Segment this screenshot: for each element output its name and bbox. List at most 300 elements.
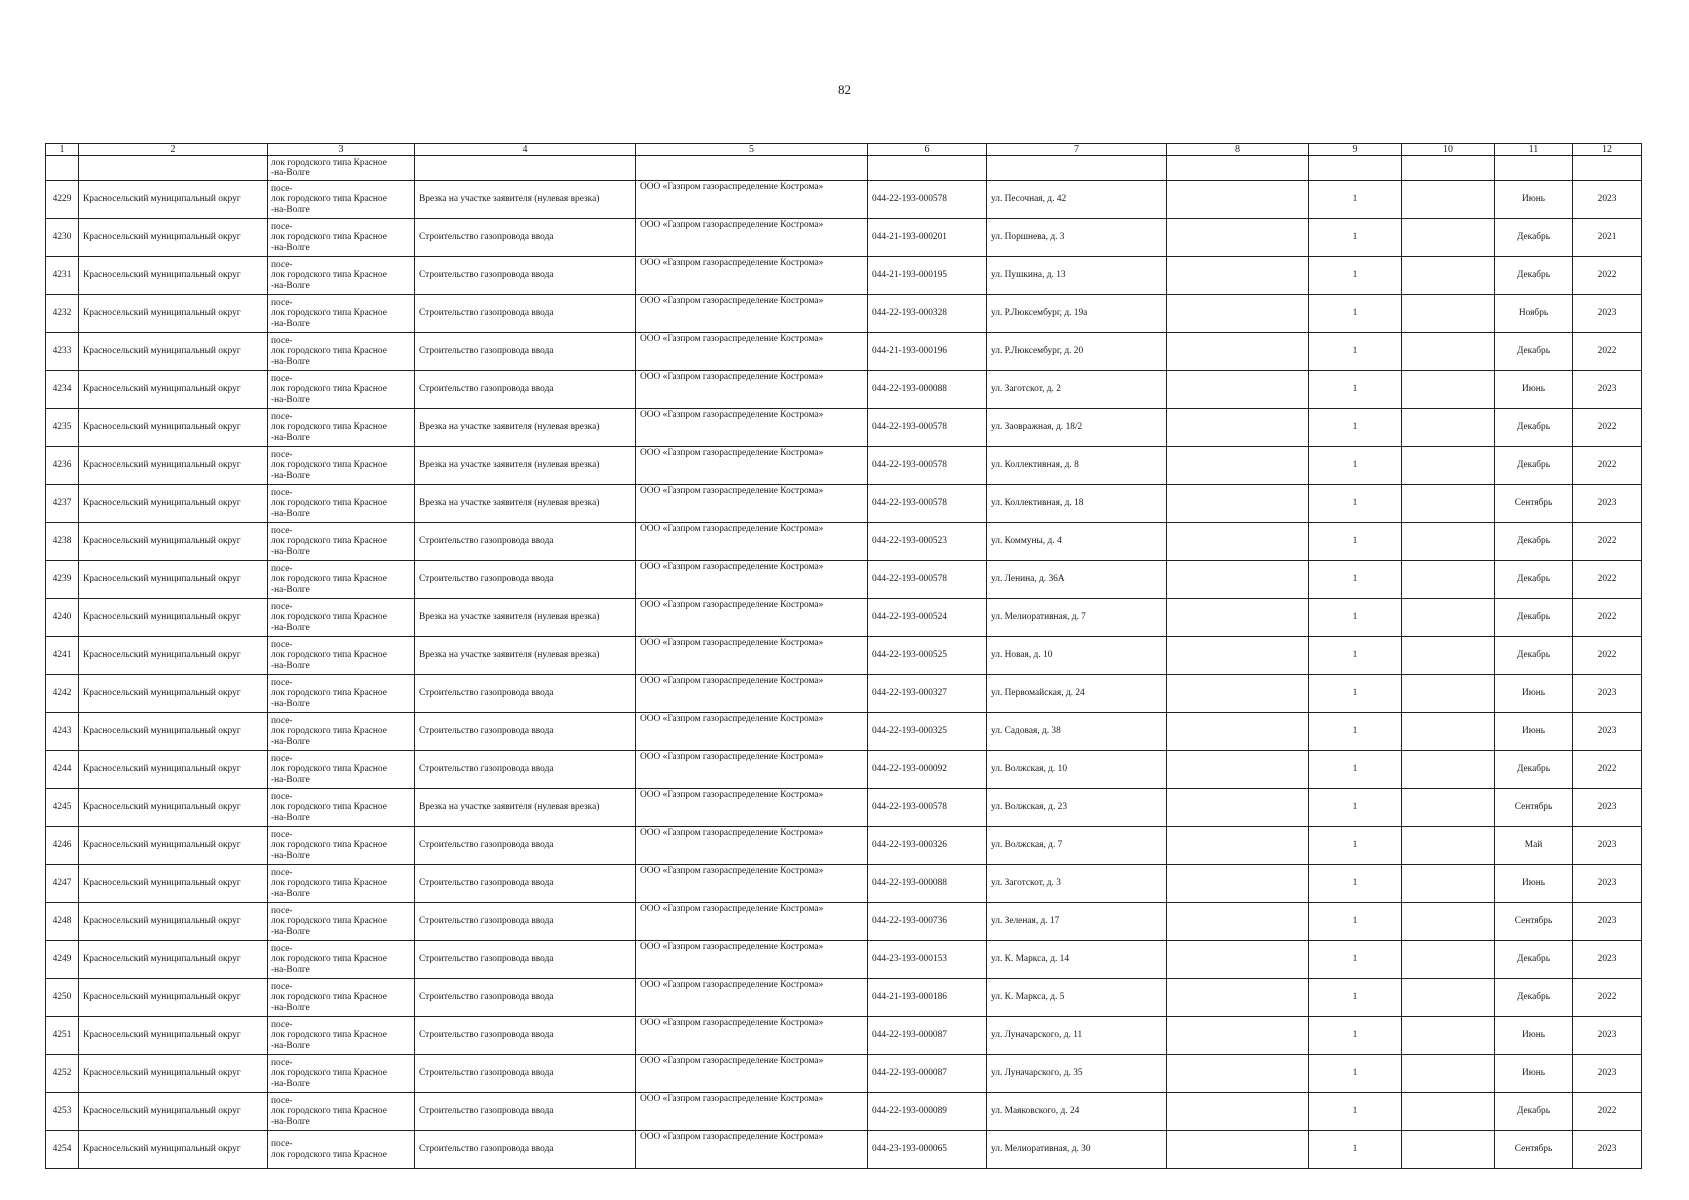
cell-settlement [268, 941, 415, 979]
cell-district: Красносельский муниципальный округ [79, 713, 268, 751]
cell-org: ООО «Газпром газораспределение Кострома» [636, 1093, 868, 1131]
cell-code: 044-22-193-000578 [868, 447, 987, 485]
cell-settlement [268, 1131, 415, 1169]
cell-settlement [268, 371, 415, 409]
cell-code: 044-22-193-000327 [868, 675, 987, 713]
settlement-line: лок городского типа Красное [271, 157, 387, 168]
cell-col10 [1402, 599, 1495, 637]
cell-col8 [1167, 865, 1309, 903]
column-number-12: 12 [1573, 144, 1642, 156]
cell-year [1573, 156, 1642, 181]
cell-col10 [1402, 903, 1495, 941]
cell-code: 044-22-193-000088 [868, 371, 987, 409]
cell-address: ул. Волжская, д. 10 [987, 751, 1167, 789]
cell-code: 044-22-193-000087 [868, 1055, 987, 1093]
settlement-line: -на-Волге [271, 1078, 310, 1089]
cell-col8 [1167, 713, 1309, 751]
cell-col8 [1167, 181, 1309, 219]
cell-num: 4243 [46, 713, 79, 751]
cell-code: 044-23-193-000065 [868, 1131, 987, 1169]
cell-col10 [1402, 1017, 1495, 1055]
cell-work: Врезка на участке заявителя (нулевая врезка) [415, 789, 636, 827]
cell-month: Декабрь [1495, 333, 1573, 371]
cell-month: Декабрь [1495, 447, 1573, 485]
table-row [46, 523, 1642, 561]
cell-address: ул. Первомайская, д. 24 [987, 675, 1167, 713]
cell-year: 2023 [1573, 675, 1642, 713]
cell-qty: 1 [1309, 295, 1402, 333]
cell-month: Декабрь [1495, 1093, 1573, 1131]
settlement-line: посе- [271, 1095, 293, 1106]
cell-num: 4230 [46, 219, 79, 257]
settlement-line: посе- [271, 525, 293, 536]
settlement-line: -на-Волге [271, 318, 310, 329]
cell-num: 4229 [46, 181, 79, 219]
cell-address: ул. Поршнева, д. 3 [987, 219, 1167, 257]
settlement-line: лок городского типа Красное [271, 650, 387, 661]
cell-work: Врезка на участке заявителя (нулевая врезка) [415, 637, 636, 675]
settlement-line: -на-Волге [271, 470, 310, 481]
cell-month: Декабрь [1495, 979, 1573, 1017]
cell-district: Красносельский муниципальный округ [79, 295, 268, 333]
cell-num: 4232 [46, 295, 79, 333]
cell-address: ул. Волжская, д. 7 [987, 827, 1167, 865]
table-row [46, 1055, 1642, 1093]
settlement-line: посе- [271, 487, 293, 498]
settlement-line: лок городского типа Красное [271, 460, 387, 471]
cell-org: ООО «Газпром газораспределение Кострома» [636, 827, 868, 865]
cell-district: Красносельский муниципальный округ [79, 371, 268, 409]
cell-qty: 1 [1309, 979, 1402, 1017]
cell-code: 044-22-193-000578 [868, 789, 987, 827]
cell-col10 [1402, 1093, 1495, 1131]
table-body [46, 144, 1642, 1169]
cell-code: 044-21-193-000186 [868, 979, 987, 1017]
cell-address [987, 156, 1167, 181]
cell-qty: 1 [1309, 1093, 1402, 1131]
settlement-line: -на-Волге [271, 698, 310, 709]
cell-month: Май [1495, 827, 1573, 865]
cell-qty: 1 [1309, 827, 1402, 865]
cell-org: ООО «Газпром газораспределение Кострома» [636, 865, 868, 903]
cell-district: Красносельский муниципальный округ [79, 1055, 268, 1093]
table-row [46, 789, 1642, 827]
cell-work: Строительство газопровода ввода [415, 941, 636, 979]
cell-work: Врезка на участке заявителя (нулевая врезка) [415, 599, 636, 637]
cell-settlement [268, 827, 415, 865]
cell-month: Июнь [1495, 1055, 1573, 1093]
cell-district: Красносельский муниципальный округ [79, 409, 268, 447]
column-number-9: 9 [1309, 144, 1402, 156]
settlement-line: лок городского типа Красное [271, 992, 387, 1003]
cell-year: 2022 [1573, 561, 1642, 599]
cell-address: ул. Заготскот, д. 3 [987, 865, 1167, 903]
cell-address: ул. Зеленая, д. 17 [987, 903, 1167, 941]
settlement-line: лок городского типа Красное [271, 270, 387, 281]
settlement-line: посе- [271, 715, 293, 726]
cell-col10 [1402, 333, 1495, 371]
cell-address: ул. Садовая, д. 38 [987, 713, 1167, 751]
cell-year: 2023 [1573, 789, 1642, 827]
cell-settlement [268, 599, 415, 637]
cell-district: Красносельский муниципальный округ [79, 903, 268, 941]
cell-district: Красносельский муниципальный округ [79, 979, 268, 1017]
cell-org: ООО «Газпром газораспределение Кострома» [636, 219, 868, 257]
settlement-line: -на-Волге [271, 584, 310, 595]
cell-org [636, 156, 868, 181]
cell-col8 [1167, 447, 1309, 485]
cell-settlement [268, 789, 415, 827]
settlement-line: посе- [271, 677, 293, 688]
cell-qty [1309, 156, 1402, 181]
cell-month: Июнь [1495, 865, 1573, 903]
cell-num: 4238 [46, 523, 79, 561]
cell-num: 4242 [46, 675, 79, 713]
cell-qty: 1 [1309, 941, 1402, 979]
cell-month: Декабрь [1495, 637, 1573, 675]
cell-settlement [268, 979, 415, 1017]
settlement-line: посе- [271, 183, 293, 194]
cell-qty: 1 [1309, 447, 1402, 485]
settlement-line: посе- [271, 1139, 293, 1149]
settlement-line: посе- [271, 639, 293, 650]
cell-address: ул. Коллективная, д. 18 [987, 485, 1167, 523]
cell-month: Сентябрь [1495, 903, 1573, 941]
cell-settlement [268, 903, 415, 941]
cell-address: ул. Волжская, д. 23 [987, 789, 1167, 827]
settlement-line: посе- [271, 449, 293, 460]
cell-district: Красносельский муниципальный округ [79, 637, 268, 675]
settlement-line: -на-Волге [271, 432, 310, 443]
cell-col8 [1167, 827, 1309, 865]
cell-org: ООО «Газпром газораспределение Кострома» [636, 903, 868, 941]
cell-settlement [268, 713, 415, 751]
cell-num: 4254 [46, 1131, 79, 1169]
cell-year: 2022 [1573, 409, 1642, 447]
cell-work: Врезка на участке заявителя (нулевая врезка) [415, 485, 636, 523]
cell-year: 2023 [1573, 941, 1642, 979]
cell-settlement [268, 523, 415, 561]
cell-code: 044-21-193-000201 [868, 219, 987, 257]
cell-settlement [268, 447, 415, 485]
cell-org: ООО «Газпром газораспределение Кострома» [636, 371, 868, 409]
cell-col10 [1402, 485, 1495, 523]
settlement-line: лок городского типа Красное [271, 422, 387, 433]
cell-qty: 1 [1309, 751, 1402, 789]
cell-qty: 1 [1309, 485, 1402, 523]
settlement-line: -на-Волге [271, 812, 310, 823]
table-row [46, 1017, 1642, 1055]
cell-col10 [1402, 561, 1495, 599]
cell-month [1495, 156, 1573, 181]
settlement-line: лок городского типа Красное [271, 232, 387, 243]
column-number-7: 7 [987, 144, 1167, 156]
cell-col10 [1402, 447, 1495, 485]
settlement-line: лок городского типа Красное [271, 574, 387, 585]
settlement-line: -на-Волге [271, 204, 310, 215]
cell-month: Сентябрь [1495, 485, 1573, 523]
column-number-row [46, 144, 1642, 156]
cell-work: Строительство газопровода ввода [415, 333, 636, 371]
cell-year: 2023 [1573, 827, 1642, 865]
cell-code: 044-22-193-000326 [868, 827, 987, 865]
cell-month: Сентябрь [1495, 789, 1573, 827]
cell-year: 2023 [1573, 1131, 1642, 1169]
cell-address: ул. Мелиоративная, д. 30 [987, 1131, 1167, 1169]
page-number: 82 [838, 82, 851, 97]
cell-num: 4240 [46, 599, 79, 637]
column-number-2: 2 [79, 144, 268, 156]
cell-work: Строительство газопровода ввода [415, 827, 636, 865]
cell-work: Строительство газопровода ввода [415, 523, 636, 561]
settlement-line: посе- [271, 1057, 293, 1068]
settlement-line: -на-Волге [271, 546, 310, 557]
cell-month: Июнь [1495, 1017, 1573, 1055]
cell-address: ул. Коммуны, д. 4 [987, 523, 1167, 561]
cell-num: 4239 [46, 561, 79, 599]
settlement-line: посе- [271, 221, 293, 232]
cell-col8 [1167, 561, 1309, 599]
cell-year: 2022 [1573, 637, 1642, 675]
cell-code: 044-22-193-000525 [868, 637, 987, 675]
cell-address: ул. Ленина, д. 36А [987, 561, 1167, 599]
cell-year: 2023 [1573, 1055, 1642, 1093]
cell-col10 [1402, 295, 1495, 333]
cell-org: ООО «Газпром газораспределение Кострома» [636, 295, 868, 333]
settlement-line: лок городского типа Красное [271, 536, 387, 547]
cell-col10 [1402, 941, 1495, 979]
cell-work: Строительство газопровода ввода [415, 751, 636, 789]
table-row [46, 713, 1642, 751]
cell-settlement [268, 865, 415, 903]
cell-district: Красносельский муниципальный округ [79, 941, 268, 979]
cell-col10 [1402, 181, 1495, 219]
cell-work: Строительство газопровода ввода [415, 1055, 636, 1093]
cell-code: 044-22-193-000087 [868, 1017, 987, 1055]
settlement-line: лок городского типа Красное [271, 878, 387, 889]
settlement-line: лок городского типа Красное [271, 726, 387, 737]
cell-work: Строительство газопровода ввода [415, 295, 636, 333]
cell-year: 2022 [1573, 1093, 1642, 1131]
cell-address: ул. Песочная, д. 42 [987, 181, 1167, 219]
cell-district: Красносельский муниципальный округ [79, 675, 268, 713]
cell-work: Врезка на участке заявителя (нулевая врезка) [415, 409, 636, 447]
cell-address: ул. Маяковского, д. 24 [987, 1093, 1167, 1131]
cell-year: 2023 [1573, 713, 1642, 751]
settlement-line: лок городского типа Красное [271, 1106, 387, 1117]
cell-district: Красносельский муниципальный округ [79, 1131, 268, 1169]
cell-year: 2023 [1573, 865, 1642, 903]
cell-year: 2023 [1573, 295, 1642, 333]
cell-district [79, 156, 268, 181]
cell-org: ООО «Газпром газораспределение Кострома» [636, 637, 868, 675]
settlement-line: -на-Волге [271, 168, 310, 178]
cell-address: ул. Заовражная, д. 18/2 [987, 409, 1167, 447]
cell-code: 044-22-193-000089 [868, 1093, 987, 1131]
settlement-line: посе- [271, 563, 293, 574]
table-row [46, 979, 1642, 1017]
cell-col8 [1167, 637, 1309, 675]
cell-work: Врезка на участке заявителя (нулевая врезка) [415, 181, 636, 219]
cell-col8 [1167, 751, 1309, 789]
cell-code: 044-21-193-000195 [868, 257, 987, 295]
cell-district: Красносельский муниципальный округ [79, 523, 268, 561]
cell-col8 [1167, 371, 1309, 409]
cell-org: ООО «Газпром газораспределение Кострома» [636, 485, 868, 523]
cell-num: 4251 [46, 1017, 79, 1055]
cell-work: Строительство газопровода ввода [415, 1093, 636, 1131]
cell-code: 044-22-193-000088 [868, 865, 987, 903]
cell-col10 [1402, 409, 1495, 447]
cell-district: Красносельский муниципальный округ [79, 561, 268, 599]
cell-code: 044-22-193-000524 [868, 599, 987, 637]
cell-qty: 1 [1309, 789, 1402, 827]
table-row [46, 1131, 1642, 1169]
cell-qty: 1 [1309, 713, 1402, 751]
cell-num: 4244 [46, 751, 79, 789]
cell-col10 [1402, 1131, 1495, 1169]
settlement-line: посе- [271, 981, 293, 992]
settlement-line: посе- [271, 791, 293, 802]
cell-qty: 1 [1309, 523, 1402, 561]
table-row [46, 637, 1642, 675]
settlement-line: лок городского типа Красное [271, 1149, 387, 1160]
cell-org: ООО «Газпром газораспределение Кострома» [636, 979, 868, 1017]
cell-col8 [1167, 333, 1309, 371]
cell-col10 [1402, 1055, 1495, 1093]
table-row [46, 295, 1642, 333]
cell-work: Строительство газопровода ввода [415, 1017, 636, 1055]
settlement-line: -на-Волге [271, 1040, 310, 1051]
cell-num: 4237 [46, 485, 79, 523]
cell-settlement [268, 409, 415, 447]
cell-col10 [1402, 865, 1495, 903]
cell-address: ул. К. Маркса, д. 5 [987, 979, 1167, 1017]
settlement-line: посе- [271, 601, 293, 612]
cell-col8 [1167, 789, 1309, 827]
cell-year: 2023 [1573, 1017, 1642, 1055]
cell-org: ООО «Газпром газораспределение Кострома» [636, 1055, 868, 1093]
table-row [46, 865, 1642, 903]
cell-district: Красносельский муниципальный округ [79, 333, 268, 371]
cell-year: 2023 [1573, 181, 1642, 219]
cell-address: ул. Коллективная, д. 8 [987, 447, 1167, 485]
cell-year: 2021 [1573, 219, 1642, 257]
cell-org: ООО «Газпром газораспределение Кострома» [636, 409, 868, 447]
table-row [46, 447, 1642, 485]
cell-address: ул. Мелиоративная, д. 7 [987, 599, 1167, 637]
settlement-line: лок городского типа Красное [271, 840, 387, 851]
settlement-line: посе- [271, 943, 293, 954]
cell-code: 044-22-193-000578 [868, 409, 987, 447]
table-row [46, 751, 1642, 789]
cell-num: 4241 [46, 637, 79, 675]
cell-settlement [268, 485, 415, 523]
cell-qty: 1 [1309, 865, 1402, 903]
cell-qty: 1 [1309, 675, 1402, 713]
cell-num: 4253 [46, 1093, 79, 1131]
cell-month: Декабрь [1495, 257, 1573, 295]
cell-col10 [1402, 219, 1495, 257]
settlement-line: лок городского типа Красное [271, 194, 387, 205]
settlement-line: посе- [271, 905, 293, 916]
settlement-line: -на-Волге [271, 964, 310, 975]
cell-qty: 1 [1309, 409, 1402, 447]
cell-qty: 1 [1309, 371, 1402, 409]
cell-org: ООО «Газпром газораспределение Кострома» [636, 1017, 868, 1055]
cell-month: Июнь [1495, 371, 1573, 409]
settlement-line: лок городского типа Красное [271, 612, 387, 623]
cell-qty: 1 [1309, 181, 1402, 219]
cell-num: 4247 [46, 865, 79, 903]
cell-num: 4246 [46, 827, 79, 865]
settlement-line: -на-Волге [271, 242, 310, 253]
cell-col10 [1402, 751, 1495, 789]
settlement-line: лок городского типа Красное [271, 954, 387, 965]
column-number-6: 6 [868, 144, 987, 156]
table-row [46, 257, 1642, 295]
cell-settlement [268, 156, 415, 181]
cell-district: Красносельский муниципальный округ [79, 599, 268, 637]
cell-org: ООО «Газпром газораспределение Кострома» [636, 561, 868, 599]
cell-qty: 1 [1309, 257, 1402, 295]
cell-work: Строительство газопровода ввода [415, 979, 636, 1017]
cell-org: ООО «Газпром газораспределение Кострома» [636, 789, 868, 827]
cell-col8 [1167, 1131, 1309, 1169]
cell-district: Красносельский муниципальный округ [79, 1093, 268, 1131]
cell-col8 [1167, 979, 1309, 1017]
cell-month: Июнь [1495, 713, 1573, 751]
cell-num [46, 156, 79, 181]
cell-address: ул. Р.Люксембург, д. 20 [987, 333, 1167, 371]
cell-month: Декабрь [1495, 561, 1573, 599]
table-row [46, 827, 1642, 865]
cell-col8 [1167, 1055, 1309, 1093]
cell-col8 [1167, 1093, 1309, 1131]
cell-work: Строительство газопровода ввода [415, 903, 636, 941]
cell-year: 2023 [1573, 485, 1642, 523]
cell-qty: 1 [1309, 637, 1402, 675]
cell-qty: 1 [1309, 561, 1402, 599]
cell-num: 4231 [46, 257, 79, 295]
cell-code: 044-22-193-000092 [868, 751, 987, 789]
cell-district: Красносельский муниципальный округ [79, 865, 268, 903]
cell-code: 044-22-193-000736 [868, 903, 987, 941]
cell-col8 [1167, 523, 1309, 561]
cell-month: Сентябрь [1495, 1131, 1573, 1169]
cell-district: Красносельский муниципальный округ [79, 827, 268, 865]
cell-col10 [1402, 713, 1495, 751]
cell-num: 4250 [46, 979, 79, 1017]
settlement-line: -на-Волге [271, 850, 310, 861]
cell-year: 2023 [1573, 903, 1642, 941]
cell-year: 2022 [1573, 979, 1642, 1017]
cell-org: ООО «Газпром газораспределение Кострома» [636, 675, 868, 713]
settlement-line: -на-Волге [271, 280, 310, 291]
table-row [46, 485, 1642, 523]
settlement-line: -на-Волге [271, 508, 310, 519]
cell-qty: 1 [1309, 1055, 1402, 1093]
cell-settlement [268, 1093, 415, 1131]
cell-settlement [268, 257, 415, 295]
settlement-line: -на-Волге [271, 1002, 310, 1013]
cell-address: ул. Луначарского, д. 11 [987, 1017, 1167, 1055]
settlement-line: посе- [271, 867, 293, 878]
cell-settlement [268, 637, 415, 675]
cell-num: 4235 [46, 409, 79, 447]
cell-qty: 1 [1309, 219, 1402, 257]
cell-year: 2022 [1573, 447, 1642, 485]
